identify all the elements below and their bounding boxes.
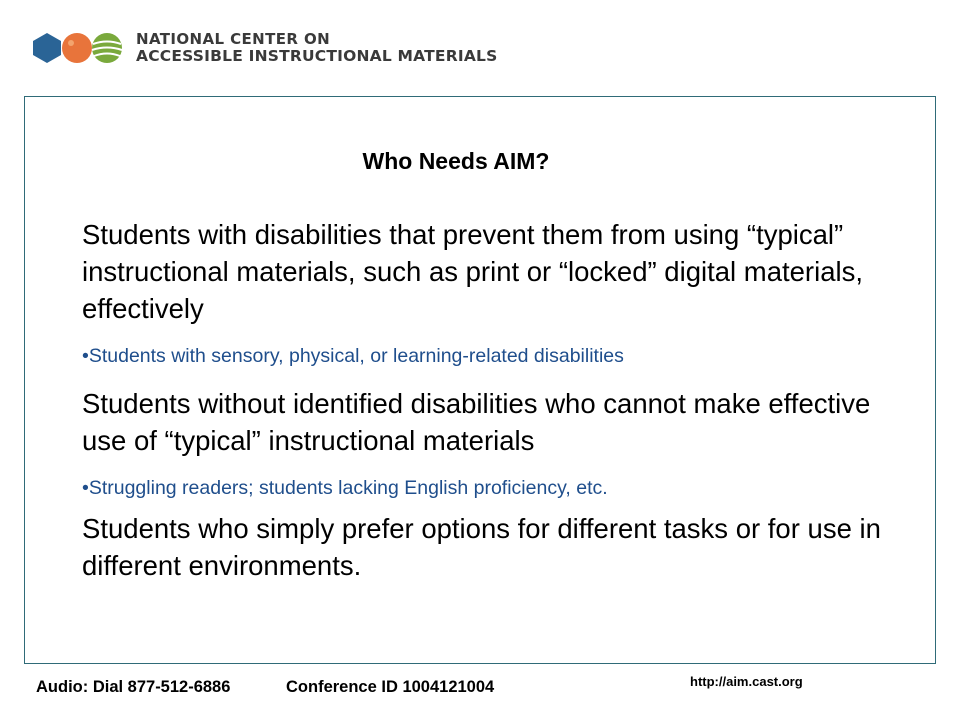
logo-marks <box>30 31 120 65</box>
sub-point-2: •Struggling readers; students lacking English proficiency, etc. <box>82 477 608 499</box>
website-link[interactable]: http://aim.cast.org <box>690 674 803 689</box>
main-point-3: Students who simply prefer options for different tasks or for use in different environments. <box>82 513 881 581</box>
logo-text <box>136 31 497 65</box>
green-globe-icon <box>90 31 124 65</box>
slide-title: Who Needs AIM? <box>362 148 550 174</box>
conference-id: Conference ID 1004121004 <box>286 678 495 696</box>
blue-hexagon-icon <box>30 31 64 65</box>
audio-dial-info: Audio: Dial 877-512-6886 <box>36 678 231 696</box>
slide-content <box>82 216 892 584</box>
main-point-2: Students without identified disabilities who cannot make effective use of “typical” instructional materials <box>82 388 871 456</box>
sub-point-1: •Students with sensory, physical, or learning-related disabilities <box>82 345 624 367</box>
logo-line-2: ACCESSIBLE INSTRUCTIONAL MATERIALS <box>136 46 498 65</box>
main-point-1: Students with disabilities that prevent them from using “typical” instructional materials, such as print or “locked” digital materials, effectively <box>82 219 863 324</box>
orange-circle-icon <box>60 31 94 65</box>
logo-line-1: NATIONAL CENTER ON <box>136 30 331 49</box>
ncaim-logo <box>30 24 497 72</box>
